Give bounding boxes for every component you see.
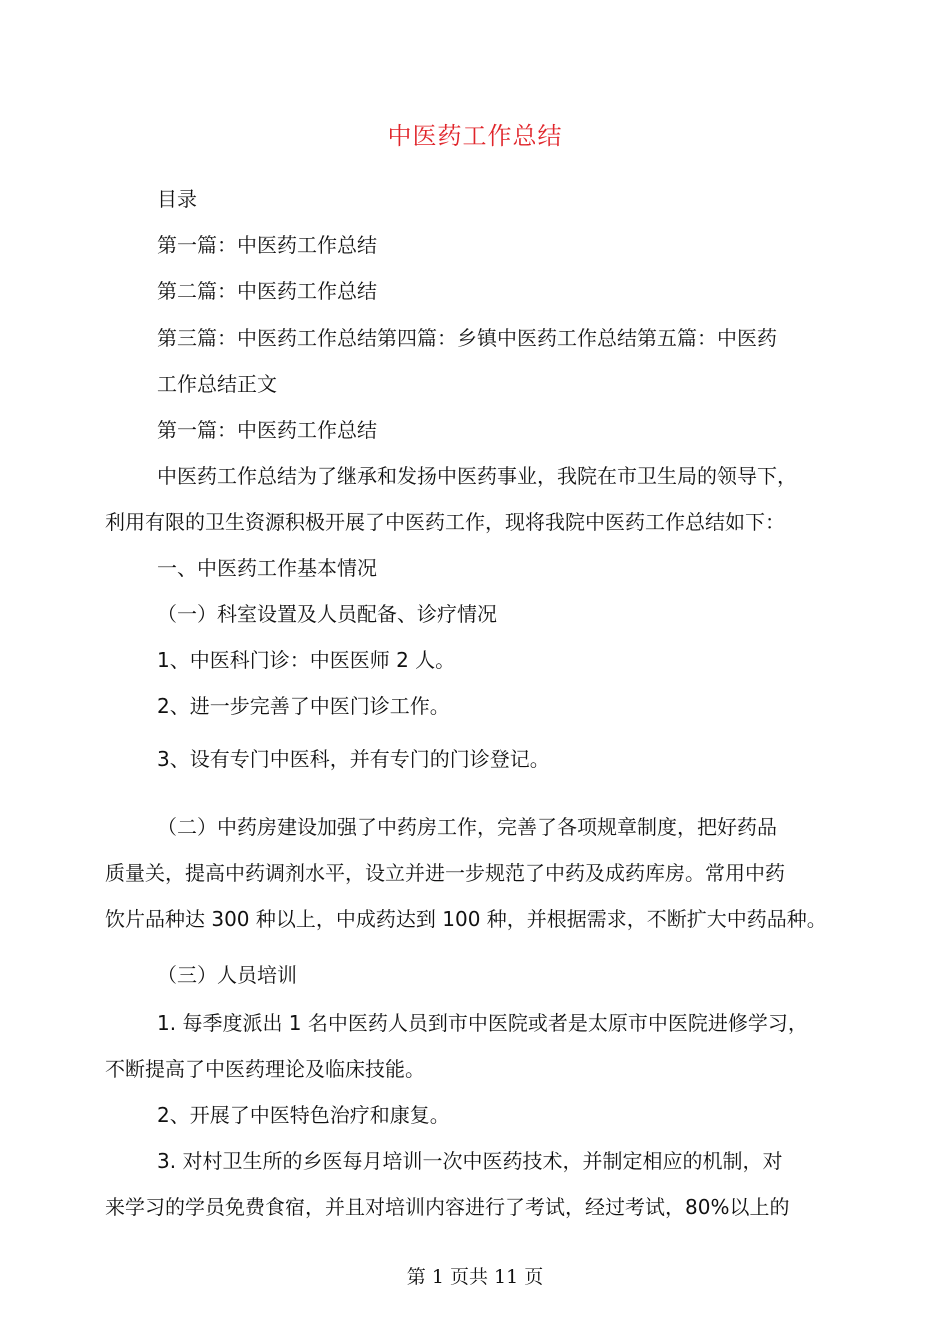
- toc-item: 第三篇：中医药工作总结第四篇：乡镇中医药工作总结第五篇：中医药: [157, 326, 777, 350]
- subheading: 一、中医药工作基本情况: [157, 556, 377, 580]
- toc-item: 第一篇：中医药工作总结: [157, 233, 377, 257]
- section-heading: 第一篇：中医药工作总结: [157, 418, 377, 442]
- list-item: 1、中医科门诊：中医医师 2 人。: [157, 648, 456, 672]
- paragraph-line: 不断提高了中医药理论及临床技能。: [105, 1057, 425, 1081]
- subheading: （三）人员培训: [157, 963, 297, 987]
- toc-item: 工作总结正文: [157, 372, 277, 396]
- list-item: 2、开展了中医特色治疗和康复。: [157, 1103, 450, 1127]
- toc-item: 第二篇：中医药工作总结: [157, 279, 377, 303]
- paragraph-line: （二）中药房建设加强了中药房工作，完善了各项规章制度，把好药品: [157, 815, 777, 839]
- list-item: 3、设有专门中医科，并有专门的门诊登记。: [157, 747, 550, 771]
- paragraph-line: 来学习的学员免费食宿，并且对培训内容进行了考试，经过考试，80%以上的: [105, 1195, 790, 1219]
- list-item: 2、进一步完善了中医门诊工作。: [157, 694, 450, 718]
- paragraph-line: 3. 对村卫生所的乡医每月培训一次中医药技术，并制定相应的机制，对: [157, 1149, 783, 1173]
- paragraph-line: 1. 每季度派出 1 名中医药人员到市中医院或者是太原市中医院进修学习，: [157, 1011, 808, 1035]
- document-title: 中医药工作总结: [387, 122, 563, 150]
- page-number: 第 1 页共 11 页: [406, 1266, 544, 1288]
- subheading: （一）科室设置及人员配备、诊疗情况: [157, 602, 497, 626]
- paragraph-line: 中医药工作总结为了继承和发扬中医药事业，我院在市卫生局的领导下，: [157, 464, 797, 488]
- toc-heading: 目录: [157, 187, 197, 211]
- paragraph-line: 饮片品种达 300 种以上，中成药达到 100 种，并根据需求，不断扩大中药品种。: [105, 907, 827, 931]
- paragraph-line: 质量关，提高中药调剂水平，设立并进一步规范了中药及成药库房。常用中药: [105, 861, 785, 885]
- paragraph-line: 利用有限的卫生资源积极开展了中医药工作，现将我院中医药工作总结如下：: [105, 510, 785, 534]
